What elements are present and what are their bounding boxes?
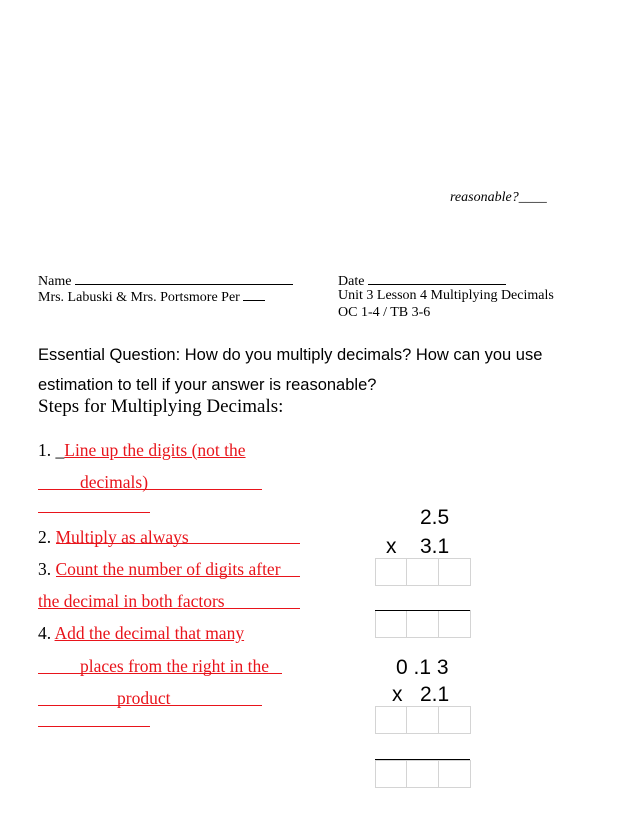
grid-cell[interactable]	[406, 706, 439, 734]
unit-title: Unit 3 Lesson 4 Multiplying Decimals	[338, 288, 554, 303]
answer-line	[56, 543, 300, 544]
grid-cell[interactable]	[375, 558, 407, 586]
answer-line	[38, 673, 282, 674]
answer-line	[56, 576, 300, 577]
problem-2-bottom: 2.1	[420, 683, 450, 706]
step-1-text-b: decimals)	[80, 472, 149, 492]
problem-2-operator: x	[392, 683, 403, 706]
date-field[interactable]	[368, 272, 506, 285]
grid-cell[interactable]	[406, 558, 439, 586]
steps-title: Steps for Multiplying Decimals:	[38, 396, 284, 417]
essential-question-line2: estimation to tell if your answer is reasonable?	[38, 376, 377, 394]
step-4-text-a: Add the decimal that many	[54, 623, 245, 643]
step-4	[38, 623, 244, 644]
grid-cell[interactable]	[375, 760, 407, 788]
answer-line	[38, 726, 150, 727]
date-label: Date	[338, 274, 365, 289]
answer-line	[38, 705, 262, 706]
oc-tb-label: OC 1-4 / TB 3-6	[338, 305, 431, 320]
grid-cell[interactable]	[438, 706, 471, 734]
name-field[interactable]	[75, 272, 293, 285]
reasonable-word: reasonable?	[450, 190, 519, 205]
grid-cell[interactable]	[438, 760, 471, 788]
problem-1-top: 2.5	[420, 506, 450, 529]
teachers-label: Mrs. Labuski & Mrs. Portsmore Per	[38, 290, 240, 305]
step-2	[38, 527, 189, 548]
step-3-number: 3.	[38, 559, 56, 579]
step-3-text-a: Count the number of digits after	[55, 559, 281, 579]
step-1-text-a: Line up the digits (not the	[64, 440, 246, 460]
grid-cell[interactable]	[406, 760, 439, 788]
problem-2-work-grid	[375, 706, 470, 788]
grid-cell[interactable]	[375, 610, 407, 638]
answer-line	[38, 608, 300, 609]
step-1-number: 1. _	[38, 440, 65, 460]
step-4-text-c: product	[117, 688, 171, 708]
step-3-text-b: the decimal in both factors	[38, 591, 225, 611]
step-4-number: 4.	[38, 623, 55, 643]
top-fragment	[450, 190, 547, 206]
answer-line	[38, 512, 150, 513]
grid-cell[interactable]	[375, 706, 407, 734]
grid-cell[interactable]	[438, 558, 471, 586]
problem-2-sum-line	[375, 759, 470, 760]
problem-2-top: 0 .1 3	[396, 656, 449, 679]
essential-question-line1: Essential Question: How do you multiply decimals? How can you use	[38, 346, 543, 364]
step-2-text: Multiply as always	[55, 527, 189, 547]
answer-line	[38, 489, 262, 490]
problem-1-sum-line	[375, 610, 470, 611]
grid-cell[interactable]	[406, 610, 439, 638]
problem-1-work-grid	[375, 558, 470, 638]
problem-1-bottom: 3.1	[420, 535, 450, 558]
problem-1-operator: x	[386, 535, 397, 558]
step-2-number: 2.	[38, 527, 56, 547]
teachers-row	[38, 288, 265, 306]
reasonable-blank: ____	[518, 190, 547, 205]
period-field[interactable]	[243, 288, 265, 301]
name-label: Name	[38, 274, 72, 289]
grid-cell[interactable]	[438, 610, 471, 638]
step-1	[38, 440, 246, 461]
step-4-text-b: places from the right in the	[80, 656, 270, 676]
